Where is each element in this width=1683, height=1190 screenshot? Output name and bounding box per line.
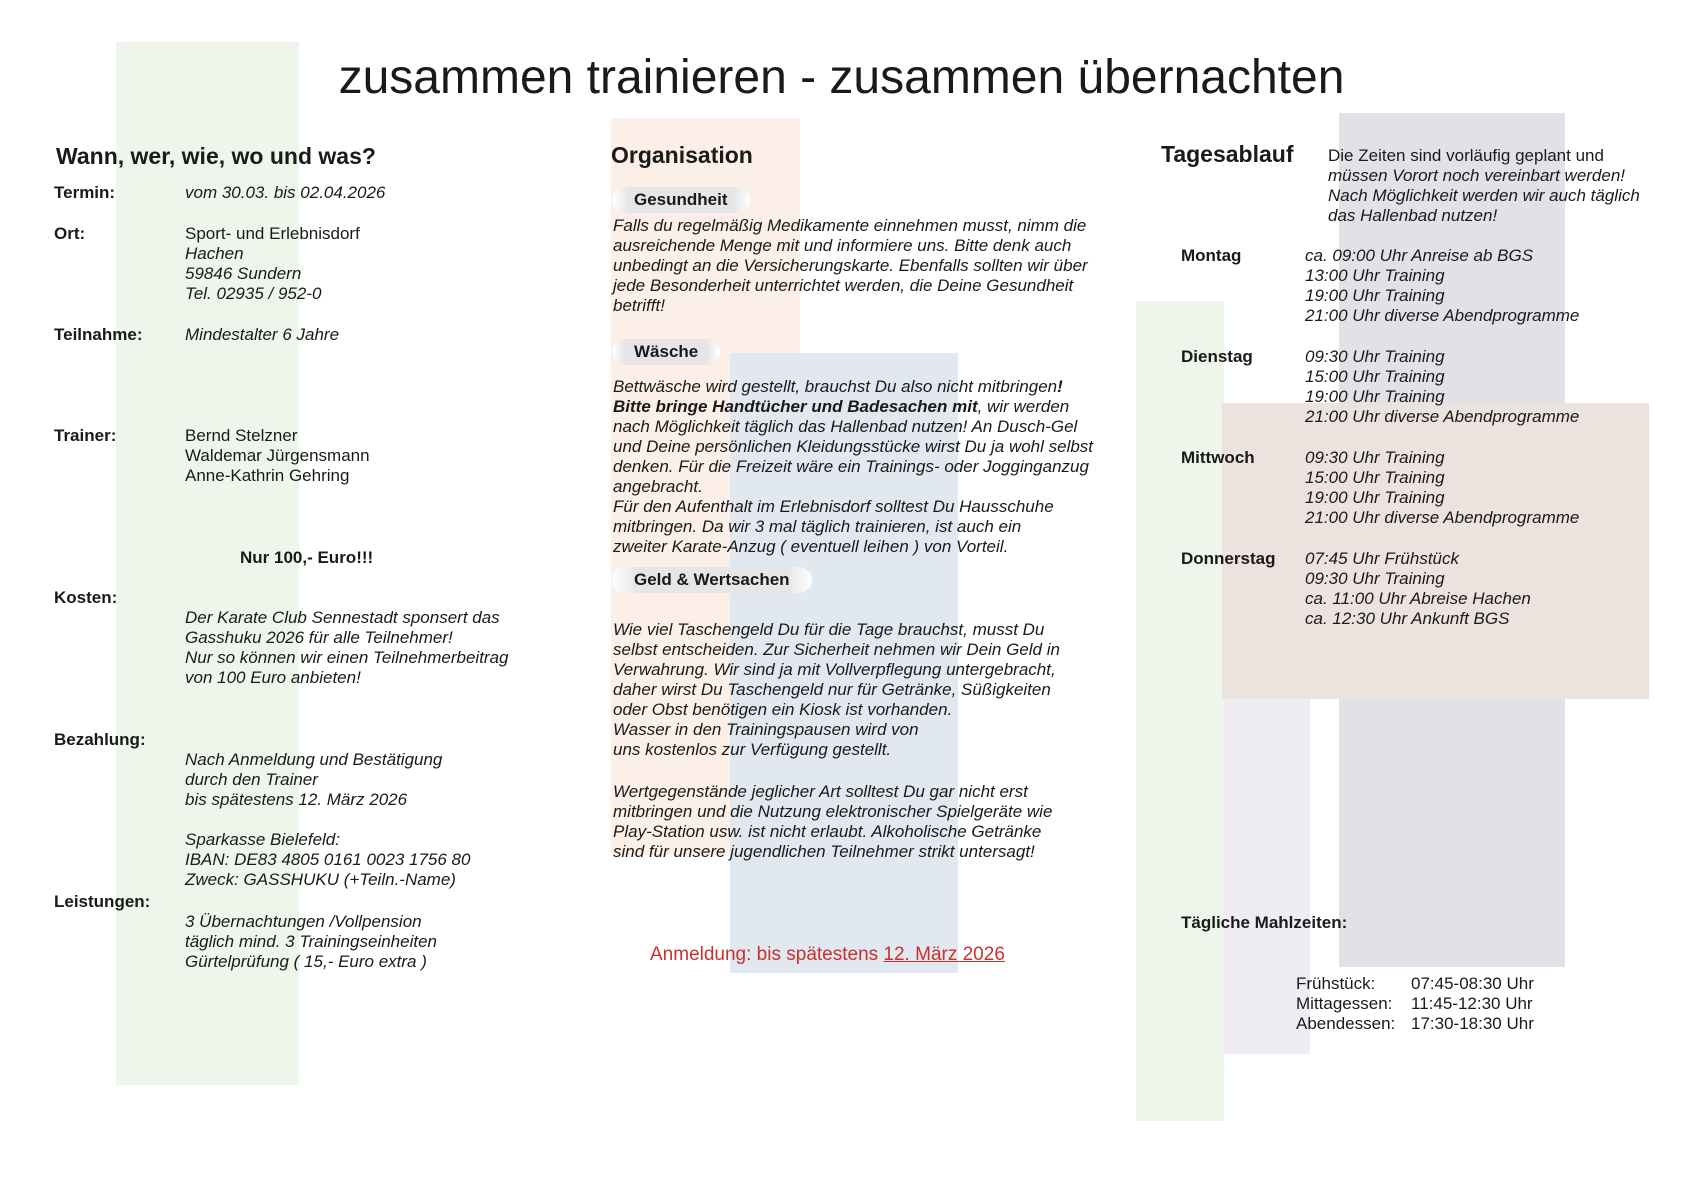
day-label-mittwoch: Mittwoch <box>1181 448 1255 467</box>
waesche-line: denken. Für die Freizeit wäre ein Trainings- oder Jogginganzug <box>613 457 1089 476</box>
schedule-item: 19:00 Uhr Training <box>1305 286 1445 305</box>
meal-label: Mittagessen: <box>1296 994 1393 1013</box>
waesche-line: und Deine persönlichen Kleidungsstücke wirst Du ja wohl selbst <box>613 437 1094 456</box>
note-line: Die Zeiten sind vorläufig geplant und <box>1328 146 1604 165</box>
leistungen-label: Leistungen: <box>54 892 151 911</box>
gesundheit-line: Falls du regelmäßig Medikamente einnehmen musst, nimm die <box>613 216 1087 235</box>
anmeldung-prefix: Anmeldung: bis spätestens <box>650 944 884 965</box>
wertsachen-line: Play-Station usw. ist nicht erlaubt. Alkoholische Getränke <box>613 822 1042 841</box>
waesche-label: Wäsche <box>612 339 720 365</box>
meals-table <box>1296 974 1534 1034</box>
trainer-name: Waldemar Jürgensmann <box>185 446 370 465</box>
geld-line: oder Obst benötigen ein Kiosk ist vorhanden. <box>613 700 953 719</box>
waesche-text: Bettwäsche wird gestellt, brauchst Du also nicht mitbringen <box>613 377 1058 396</box>
schedule-item: 09:30 Uhr Training <box>1305 448 1445 467</box>
ort-line: Sport- und Erlebnisdorf <box>185 224 360 243</box>
schedule-item: 09:30 Uhr Training <box>1305 569 1445 588</box>
meal-time: 11:45-12:30 Uhr <box>1411 994 1533 1013</box>
waesche-text: , wir werden <box>977 397 1070 416</box>
day-items-donnerstag <box>1305 549 1531 629</box>
ort-line: Hachen <box>185 244 244 263</box>
geld-line: Wie viel Taschengeld Du für die Tage brauchst, musst Du <box>613 620 1045 639</box>
meal-row <box>1296 1014 1534 1034</box>
price-highlight: Nur 100,- Euro!!! <box>240 548 374 567</box>
schedule-item: ca. 09:00 Uhr Anreise ab BGS <box>1305 246 1534 265</box>
schedule-item: 15:00 Uhr Training <box>1305 468 1445 487</box>
teilnahme-value: Mindestalter 6 Jahre <box>185 325 340 344</box>
meal-time: 17:30-18:30 Uhr <box>1411 1014 1534 1033</box>
bezahlung-label: Bezahlung: <box>54 730 146 749</box>
note-line: müssen Vorort noch vereinbart werden! <box>1328 166 1626 185</box>
wertsachen-block <box>613 782 1052 862</box>
bezahlung-line: Nach Anmeldung und Bestätigung <box>185 750 443 769</box>
geld-line: selbst entscheiden. Zur Sicherheit nehmen wir Dein Geld in <box>613 640 1060 659</box>
day-label-dienstag: Dienstag <box>1181 347 1253 366</box>
schedule-item: 21:00 Uhr diverse Abendprogramme <box>1305 407 1580 426</box>
schedule-item: 13:00 Uhr Training <box>1305 266 1445 285</box>
wertsachen-line: sind für unsere jugendlichen Teilnehmer strikt untersagt! <box>613 842 1035 861</box>
waesche-line: zweiter Karate-Anzug ( eventuell leihen ) von Vorteil. <box>613 537 1009 556</box>
termin-label: Termin: <box>54 183 116 202</box>
trainer-name: Anne-Kathrin Gehring <box>185 466 350 485</box>
geld-line: Wasser in den Trainingspausen wird von <box>613 720 919 739</box>
kosten-line: Der Karate Club Sennestadt sponsert das <box>185 608 500 627</box>
geld-block <box>613 620 1060 760</box>
leistungen-block <box>185 912 437 972</box>
bank-line: Zweck: GASSHUKU (+Teiln.-Name) <box>185 870 456 889</box>
gesundheit-label: Gesundheit <box>612 187 750 213</box>
kosten-line: Nur so können wir einen Teilnehmerbeitrag <box>185 648 509 667</box>
waesche-line: mitbringen. Da wir 3 mal täglich trainieren, ist auch ein <box>613 517 1022 536</box>
geld-line: uns kostenlos zur Verfügung gestellt. <box>613 740 892 759</box>
waesche-line <box>613 397 1093 417</box>
bank-line: IBAN: DE83 4805 0161 0023 1756 80 <box>185 850 471 869</box>
bezahlung-line: durch den Trainer <box>185 770 318 789</box>
day-label-montag: Montag <box>1181 246 1242 265</box>
wertsachen-line: mitbringen und die Nutzung elektronischer Spielgeräte wie <box>613 802 1053 821</box>
waesche-line <box>613 377 1093 397</box>
meals-heading: Tägliche Mahlzeiten: <box>1181 913 1348 932</box>
leistungen-line: Gürtelprüfung ( 15,- Euro extra ) <box>185 952 427 971</box>
teilnahme-label: Teilnahme: <box>54 325 143 344</box>
kosten-block <box>185 608 509 688</box>
schedule-note <box>1328 146 1640 226</box>
gesundheit-line: jede Besonderheit unterrichtet werden, die Deine Gesundheit <box>613 276 1074 295</box>
leistungen-line: 3 Übernachtungen /Vollpension <box>185 912 422 931</box>
waesche-line: nach Möglichkeit täglich das Hallenbad nutzen! An Dusch-Gel <box>613 417 1078 436</box>
waesche-line: angebracht. <box>613 477 703 496</box>
kosten-label: Kosten: <box>54 588 118 607</box>
waesche-block <box>613 377 1093 557</box>
geld-label: Geld & Wertsachen <box>612 567 812 593</box>
page-title: zusammen trainieren - zusammen übernachten <box>338 51 1345 104</box>
trainer-name: Bernd Stelzner <box>185 426 298 445</box>
schedule-item: ca. 12:30 Uhr Ankunft BGS <box>1305 609 1510 628</box>
bezahlung-block <box>185 750 442 810</box>
gesundheit-block <box>613 216 1088 316</box>
gesundheit-line: unbedingt an die Versicherungskarte. Ebenfalls sollten wir über <box>613 256 1088 275</box>
waesche-emphasis: Bitte bringe Handtücher und Badesachen mit <box>613 397 978 416</box>
geld-line: daher wirst Du Taschengeld nur für Getränke, Süßigkeiten <box>613 680 1051 699</box>
schedule-item: 15:00 Uhr Training <box>1305 367 1445 386</box>
trainer-label: Trainer: <box>54 426 117 445</box>
gesundheit-line: betrifft! <box>613 296 665 315</box>
meal-row <box>1296 994 1534 1014</box>
bank-block <box>185 830 470 890</box>
anmeldung-notice <box>650 944 1005 966</box>
trainer-block <box>185 426 370 486</box>
bezahlung-line: bis spätestens 12. März 2026 <box>185 790 408 809</box>
schedule-item: 19:00 Uhr Training <box>1305 488 1445 507</box>
wertsachen-line: Wertgegenstände jeglicher Art solltest Du gar nicht erst <box>613 782 1028 801</box>
day-items-mittwoch <box>1305 448 1579 528</box>
day-label-donnerstag: Donnerstag <box>1181 549 1276 568</box>
meal-row <box>1296 974 1534 994</box>
schedule-item: ca. 11:00 Uhr Abreise Hachen <box>1305 589 1531 608</box>
middle-heading: Organisation <box>611 142 753 168</box>
meal-time: 07:45-08:30 Uhr <box>1411 974 1534 993</box>
waesche-line: Für den Aufenthalt im Erlebnisdorf solltest Du Hausschuhe <box>613 497 1054 516</box>
meal-label: Frühstück: <box>1296 974 1376 993</box>
termin-value: vom 30.03. bis 02.04.2026 <box>185 183 386 202</box>
day-items-montag <box>1305 246 1579 326</box>
waesche-emphasis: ! <box>1057 377 1063 396</box>
day-items-dienstag <box>1305 347 1579 427</box>
schedule-item: 07:45 Uhr Frühstück <box>1305 549 1460 568</box>
note-line: das Hallenbad nutzen! <box>1328 206 1498 225</box>
anmeldung-date: 12. März 2026 <box>883 944 1005 965</box>
ort-block <box>185 224 360 304</box>
ort-line: 59846 Sundern <box>185 264 302 283</box>
kosten-line: von 100 Euro anbieten! <box>185 668 361 687</box>
schedule-item: 21:00 Uhr diverse Abendprogramme <box>1305 508 1580 527</box>
schedule-item: 19:00 Uhr Training <box>1305 387 1445 406</box>
geld-line: Verwahrung. Wir sind ja mit Vollverpflegung untergebracht, <box>613 660 1056 679</box>
gesundheit-line: ausreichende Menge mit und informiere uns. Bitte denk auch <box>613 236 1072 255</box>
bg-panel-green-right <box>1136 301 1224 1121</box>
ort-line: Tel. 02935 / 952-0 <box>185 284 322 303</box>
bank-line: Sparkasse Bielefeld: <box>185 830 340 849</box>
left-heading: Wann, wer, wie, wo und was? <box>56 143 376 169</box>
meal-label: Abendessen: <box>1296 1014 1396 1033</box>
ort-label: Ort: <box>54 224 86 243</box>
schedule-item: 21:00 Uhr diverse Abendprogramme <box>1305 306 1580 325</box>
note-line: Nach Möglichkeit werden wir auch täglich <box>1328 186 1640 205</box>
right-heading: Tagesablauf <box>1161 141 1294 167</box>
leistungen-line: täglich mind. 3 Trainingseinheiten <box>185 932 437 951</box>
schedule-item: 09:30 Uhr Training <box>1305 347 1445 366</box>
kosten-line: Gasshuku 2026 für alle Teilnehmer! <box>185 628 453 647</box>
